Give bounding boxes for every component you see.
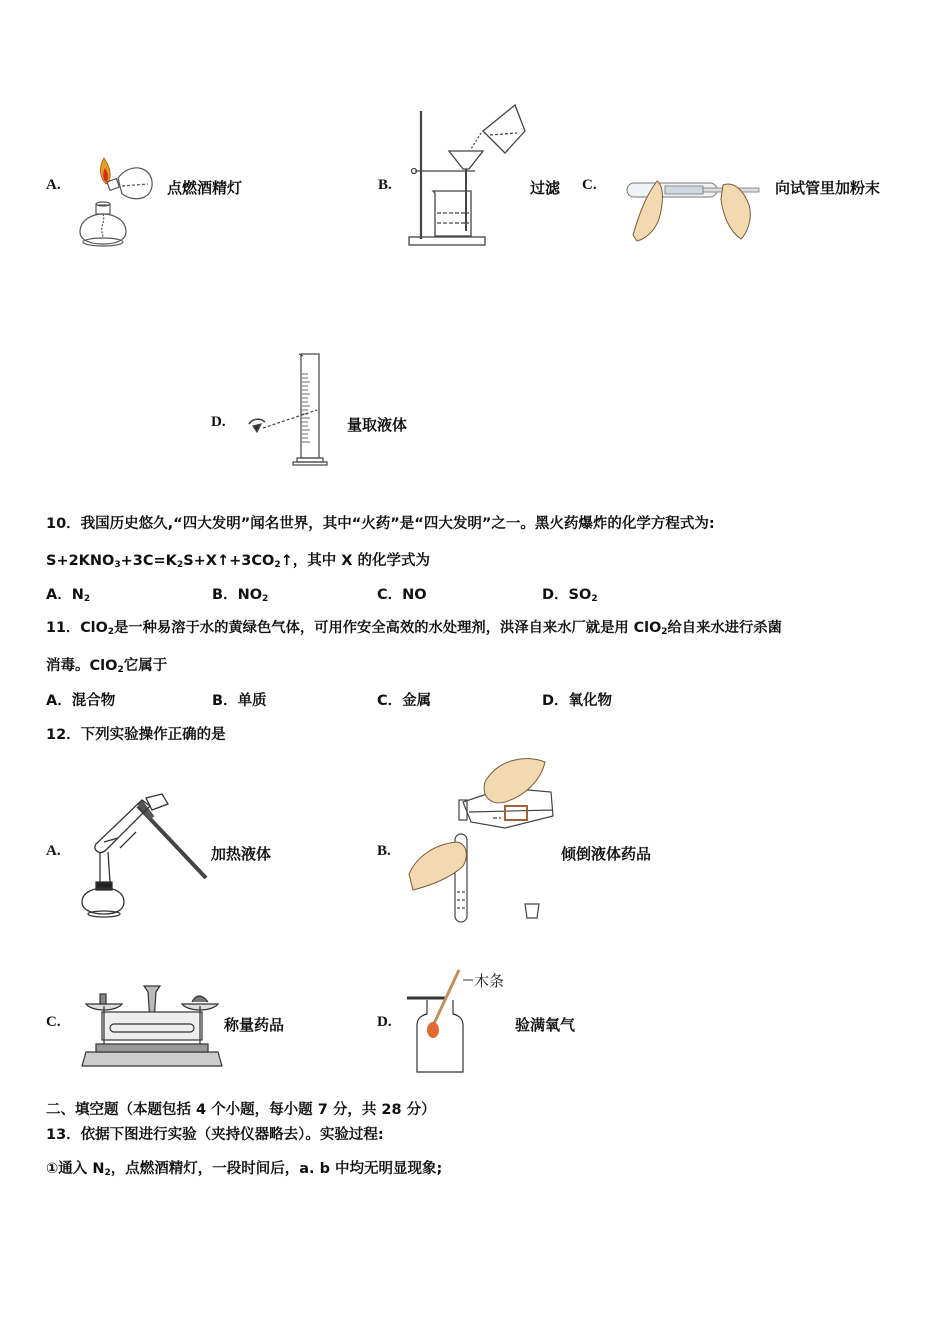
- q12-option-a-letter[interactable]: A.: [46, 843, 61, 859]
- q12-option-a-caption: 加热液体: [211, 845, 272, 863]
- equation-subscript: 3: [114, 560, 121, 570]
- q10-equation: [46, 549, 430, 570]
- q10-option-d[interactable]: [542, 583, 598, 604]
- stem-text: 消毒。ClO: [46, 658, 118, 674]
- balance-figure: [82, 982, 222, 1072]
- option-text: N: [71, 587, 84, 603]
- option-subscript: 2: [591, 594, 598, 604]
- option-text: NO: [237, 587, 263, 603]
- q11-option-b[interactable]: [212, 689, 267, 710]
- stem-text: 给自来水进行杀菌: [667, 620, 782, 636]
- equation-part: S+X↑+3CO: [183, 553, 275, 569]
- option-letter: A．: [46, 587, 72, 603]
- q9-option-b-letter: B.: [378, 177, 392, 193]
- equation-subscript: 2: [176, 560, 184, 570]
- step-subscript: 2: [104, 1168, 111, 1178]
- option-text: SO: [568, 587, 592, 603]
- option-text: 单质: [237, 693, 267, 709]
- q10-option-b[interactable]: [212, 583, 268, 604]
- stem-subscript: 2: [661, 627, 668, 637]
- q9-option-c-letter: C.: [582, 177, 597, 193]
- q12-option-d-letter[interactable]: D.: [377, 1014, 392, 1030]
- q11-stem-line1: [46, 617, 782, 637]
- q12-option-c-letter[interactable]: C.: [46, 1014, 61, 1030]
- q9-option-d-caption: 量取液体: [347, 416, 408, 434]
- q13-step1: [46, 1157, 442, 1178]
- q12-stem: 12．下列实验操作正确的是: [46, 727, 226, 743]
- option-letter: A．: [46, 693, 72, 709]
- option-text: NO: [402, 587, 427, 603]
- option-letter: C．: [377, 693, 403, 709]
- q10-stem-line1: 10．我国历史悠久,“四大发明”闻名世界，其中“火药”是“四大发明”之一。黑火药爆炸的化学方程式为:: [46, 516, 715, 532]
- q11-option-a[interactable]: [46, 689, 115, 710]
- q10-option-c[interactable]: [377, 583, 427, 604]
- q13-stem: 13．依据下图进行实验（夹持仪器略去）。实验过程:: [46, 1127, 384, 1143]
- q10-option-a[interactable]: [46, 583, 90, 604]
- equation-part: ↑，其中 X 的化学式为: [280, 553, 431, 569]
- wood-strip-annotation: 木条: [474, 972, 505, 990]
- option-letter: B．: [212, 693, 238, 709]
- stem-text: 11．ClO: [46, 620, 108, 636]
- heating-liquid-figure: [78, 790, 208, 920]
- option-letter: D．: [542, 587, 569, 603]
- q11-option-c[interactable]: [377, 689, 431, 710]
- q9-option-c-caption: 向试管里加粉末: [775, 179, 881, 197]
- option-text: 金属: [402, 693, 432, 709]
- equation-part: S+2KNO: [46, 553, 115, 569]
- option-letter: C．: [377, 587, 403, 603]
- section-2-heading: 二、填空题（本题包括 4 个小题，每小题 7 分，共 28 分）: [46, 1102, 436, 1118]
- stem-text: 它属于: [123, 658, 168, 674]
- graduated-cylinder-figure: [245, 352, 335, 468]
- option-text: 氧化物: [568, 693, 613, 709]
- option-text: 混合物: [71, 693, 116, 709]
- equation-subscript: 2: [274, 560, 281, 570]
- equation-part: +3C=K: [120, 553, 177, 569]
- step-text: ①通入 N: [46, 1161, 105, 1177]
- q11-stem-line2: [46, 654, 167, 675]
- option-letter: B．: [212, 587, 238, 603]
- q12-option-d-caption: 验满氧气: [515, 1016, 576, 1034]
- q9-option-a-letter: A.: [46, 177, 61, 193]
- option-subscript: 2: [262, 594, 269, 604]
- alcohol-lamp-lighting-figure: [72, 150, 172, 250]
- q12-option-b-caption: 倾倒液体药品: [561, 845, 652, 863]
- stem-subscript: 2: [117, 665, 124, 675]
- pouring-liquid-figure: [405, 752, 565, 927]
- filtration-figure: [405, 103, 530, 248]
- adding-powder-figure: [615, 175, 765, 247]
- oxygen-test-figure: [405, 968, 475, 1076]
- q9-option-d-letter: D.: [211, 414, 226, 430]
- q9-option-b-caption: 过滤: [530, 179, 561, 197]
- stem-text: 是一种易溶于水的黄绿色气体，可用作安全高效的水处理剂，洪泽自来水厂就是用 ClO: [114, 620, 662, 636]
- q9-option-a-caption: 点燃酒精灯: [167, 179, 243, 197]
- q11-option-d[interactable]: [542, 689, 612, 710]
- step-text: ，点燃酒精灯，一段时间后，a. b 中均无明显现象;: [110, 1161, 443, 1177]
- q12-option-c-caption: 称量药品: [224, 1016, 285, 1034]
- option-letter: D．: [542, 693, 569, 709]
- stem-subscript: 2: [107, 627, 115, 637]
- option-subscript: 2: [83, 594, 91, 604]
- q12-option-b-letter[interactable]: B.: [377, 843, 391, 859]
